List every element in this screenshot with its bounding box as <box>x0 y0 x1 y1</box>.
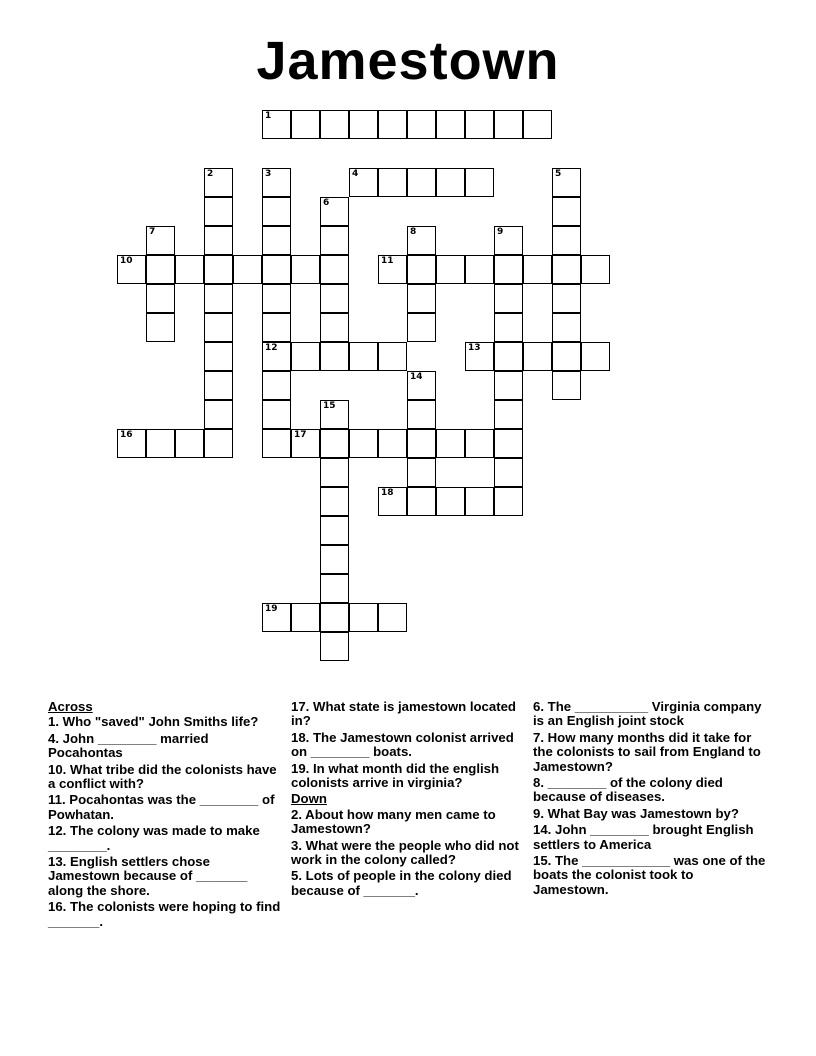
grid-cell[interactable] <box>494 313 523 342</box>
grid-cell[interactable] <box>349 342 378 371</box>
clue-number: 13 <box>468 343 481 353</box>
grid-cell[interactable] <box>378 110 407 139</box>
grid-cell[interactable] <box>320 226 349 255</box>
down-heading: Down <box>291 791 327 807</box>
grid-cell[interactable] <box>204 168 233 197</box>
grid-cell[interactable] <box>494 400 523 429</box>
clue-number: 17 <box>294 430 307 440</box>
grid-cell[interactable] <box>494 429 523 458</box>
grid-cell[interactable] <box>494 458 523 487</box>
grid-cell[interactable] <box>146 255 175 284</box>
grid-cell[interactable] <box>552 284 581 313</box>
grid-cell[interactable] <box>407 429 436 458</box>
grid-cell[interactable] <box>117 255 146 284</box>
grid-cell[interactable] <box>552 342 581 371</box>
grid-cell[interactable] <box>262 226 291 255</box>
down-clue-5: 5. Lots of people in the colony died because of _______. <box>291 868 512 898</box>
clue-number: 18 <box>381 488 394 498</box>
clues-column-3 <box>533 700 769 899</box>
grid-cell[interactable] <box>436 110 465 139</box>
down-clue-9: 9. What Bay was Jamestown by? <box>533 805 739 821</box>
grid-cell[interactable] <box>581 342 610 371</box>
grid-cell[interactable] <box>407 371 436 400</box>
grid-cell[interactable] <box>291 342 320 371</box>
grid-cell[interactable] <box>523 342 552 371</box>
grid-cell[interactable] <box>262 197 291 226</box>
grid-cell[interactable] <box>320 110 349 139</box>
across-clue-18: 18. The Jamestown colonist arrived on ________ boats. <box>291 729 514 760</box>
grid-cell[interactable] <box>320 603 349 632</box>
clue-number: 4 <box>352 169 359 179</box>
grid-cell[interactable] <box>204 371 233 400</box>
grid-cell[interactable] <box>349 168 378 197</box>
grid-cell[interactable] <box>494 342 523 371</box>
grid-cell[interactable] <box>204 284 233 313</box>
across-clue-12: 12. The colony was made to make ________. <box>48 823 260 853</box>
grid-cell[interactable] <box>407 110 436 139</box>
grid-cell[interactable] <box>552 226 581 255</box>
grid-cell[interactable] <box>175 429 204 458</box>
grid-cell[interactable] <box>494 226 523 255</box>
grid-cell[interactable] <box>204 226 233 255</box>
grid-cell[interactable] <box>262 400 291 429</box>
grid-cell[interactable] <box>407 313 436 342</box>
grid-cell[interactable] <box>291 255 320 284</box>
across-heading: Across <box>48 699 93 714</box>
grid-cell[interactable] <box>262 429 291 458</box>
down-clue-2: 2. About how many men came to Jamestown? <box>291 806 496 837</box>
grid-cell[interactable] <box>523 255 552 284</box>
grid-cell[interactable] <box>320 458 349 487</box>
grid-cell[interactable] <box>262 284 291 313</box>
grid-cell[interactable] <box>465 255 494 284</box>
grid-cell[interactable] <box>204 400 233 429</box>
across-clue-4: 4. John ________ married Pocahontas <box>48 730 209 761</box>
grid-cell[interactable] <box>320 574 349 603</box>
grid-cell[interactable] <box>407 487 436 516</box>
grid-cell[interactable] <box>552 313 581 342</box>
grid-cell[interactable] <box>175 255 204 284</box>
clue-number: 11 <box>381 256 394 266</box>
grid-cell[interactable] <box>465 487 494 516</box>
grid-cell[interactable] <box>436 255 465 284</box>
grid-cell[interactable] <box>494 284 523 313</box>
across-clue-10: 10. What tribe did the colonists have a conflict with? <box>48 761 277 792</box>
grid-cell[interactable] <box>320 632 349 661</box>
grid-cell[interactable] <box>436 168 465 197</box>
clue-number: 12 <box>265 343 278 353</box>
grid-cell[interactable] <box>146 284 175 313</box>
grid-cell[interactable] <box>407 400 436 429</box>
grid-cell[interactable] <box>117 429 146 458</box>
clue-number: 1 <box>265 111 272 121</box>
grid-cell[interactable] <box>581 255 610 284</box>
grid-cell[interactable] <box>262 313 291 342</box>
across-clue-16: 16. The colonists were hoping to find _______. <box>48 899 281 929</box>
clue-number: 7 <box>149 227 156 237</box>
grid-cell[interactable] <box>494 255 523 284</box>
grid-cell[interactable] <box>349 429 378 458</box>
grid-cell[interactable] <box>552 371 581 400</box>
grid-cell[interactable] <box>320 342 349 371</box>
clues-column-2 <box>291 700 527 900</box>
grid-cell[interactable] <box>262 255 291 284</box>
clue-number: 10 <box>120 256 133 266</box>
grid-cell[interactable] <box>233 255 262 284</box>
across-clue-1: 1. Who "saved" John Smiths life? <box>48 714 259 730</box>
across-clue-11: 11. Pocahontas was the ________ of Powhatan. <box>48 792 275 822</box>
grid-cell[interactable] <box>378 168 407 197</box>
clue-number: 16 <box>120 430 133 440</box>
clues-column-1 <box>48 700 284 931</box>
grid-cell[interactable] <box>204 197 233 226</box>
clue-number: 14 <box>410 372 423 382</box>
grid-cell[interactable] <box>378 487 407 516</box>
grid-cell[interactable] <box>320 284 349 313</box>
down-clue-8: 8. ________ of the colony died because of diseases. <box>533 775 723 805</box>
grid-cell[interactable] <box>552 255 581 284</box>
grid-cell[interactable] <box>320 313 349 342</box>
clue-number: 5 <box>555 169 562 179</box>
down-clue-6: 6. The __________ Virginia company is an English joint stock <box>533 699 762 729</box>
grid-cell[interactable] <box>291 603 320 632</box>
down-clue-7: 7. How many months did it take for the colonists to sail from England to Jamestown? <box>533 729 761 774</box>
grid-cell[interactable] <box>494 110 523 139</box>
across-clue-13: 13. English settlers chose Jamestown because of _______ along the shore. <box>48 854 248 898</box>
grid-cell[interactable] <box>262 371 291 400</box>
down-clue-15: 15. The ____________ was one of the boats the colonist took to Jamestown. <box>533 853 766 897</box>
grid-cell[interactable] <box>146 226 175 255</box>
grid-cell[interactable] <box>291 429 320 458</box>
grid-cell[interactable] <box>349 603 378 632</box>
down-clue-14: 14. John ________ brought English settlers to America <box>533 822 754 852</box>
grid-cell[interactable] <box>320 400 349 429</box>
grid-cell[interactable] <box>465 429 494 458</box>
grid-cell[interactable] <box>262 603 291 632</box>
grid-cell[interactable] <box>204 342 233 371</box>
grid-cell[interactable] <box>320 255 349 284</box>
grid-cell[interactable] <box>262 168 291 197</box>
grid-cell[interactable] <box>523 110 552 139</box>
grid-cell[interactable] <box>320 516 349 545</box>
grid-cell[interactable] <box>494 371 523 400</box>
grid-cell[interactable] <box>378 342 407 371</box>
grid-cell[interactable] <box>407 284 436 313</box>
clue-number: 19 <box>265 604 278 614</box>
grid-cell[interactable] <box>262 342 291 371</box>
grid-cell[interactable] <box>494 487 523 516</box>
clue-number: 9 <box>497 227 504 237</box>
grid-cell[interactable] <box>291 110 320 139</box>
grid-cell[interactable] <box>552 168 581 197</box>
grid-cell[interactable] <box>465 168 494 197</box>
grid-cell[interactable] <box>204 255 233 284</box>
grid-cell[interactable] <box>436 487 465 516</box>
down-clue-3: 3. What were the people who did not work in the colony called? <box>291 837 519 868</box>
grid-cell[interactable] <box>204 429 233 458</box>
grid-cell[interactable] <box>465 342 494 371</box>
grid-cell[interactable] <box>320 487 349 516</box>
grid-cell[interactable] <box>262 110 291 139</box>
clue-number: 8 <box>410 227 417 237</box>
grid-cell[interactable] <box>436 429 465 458</box>
clue-number: 15 <box>323 401 336 411</box>
clue-number: 2 <box>207 169 214 179</box>
grid-cell[interactable] <box>407 226 436 255</box>
grid-cell[interactable] <box>378 255 407 284</box>
clue-number: 6 <box>323 198 330 208</box>
clue-number: 3 <box>265 169 272 179</box>
grid-cell[interactable] <box>407 255 436 284</box>
grid-cell[interactable] <box>146 429 175 458</box>
grid-cell[interactable] <box>204 313 233 342</box>
across-clue-17: 17. What state is jamestown located in? <box>291 699 516 729</box>
grid-cell[interactable] <box>146 313 175 342</box>
grid-cell[interactable] <box>320 197 349 226</box>
puzzle-title: Jamestown <box>256 31 560 91</box>
grid-cell[interactable] <box>465 110 494 139</box>
grid-cell[interactable] <box>320 429 349 458</box>
grid-cell[interactable] <box>378 429 407 458</box>
grid-cell[interactable] <box>407 458 436 487</box>
grid-cell[interactable] <box>378 603 407 632</box>
grid-cell[interactable] <box>320 545 349 574</box>
grid-cell[interactable] <box>349 110 378 139</box>
grid-cell[interactable] <box>407 168 436 197</box>
across-clue-19: 19. In what month did the english colonists arrive in virginia? <box>291 760 500 791</box>
grid-cell[interactable] <box>552 197 581 226</box>
